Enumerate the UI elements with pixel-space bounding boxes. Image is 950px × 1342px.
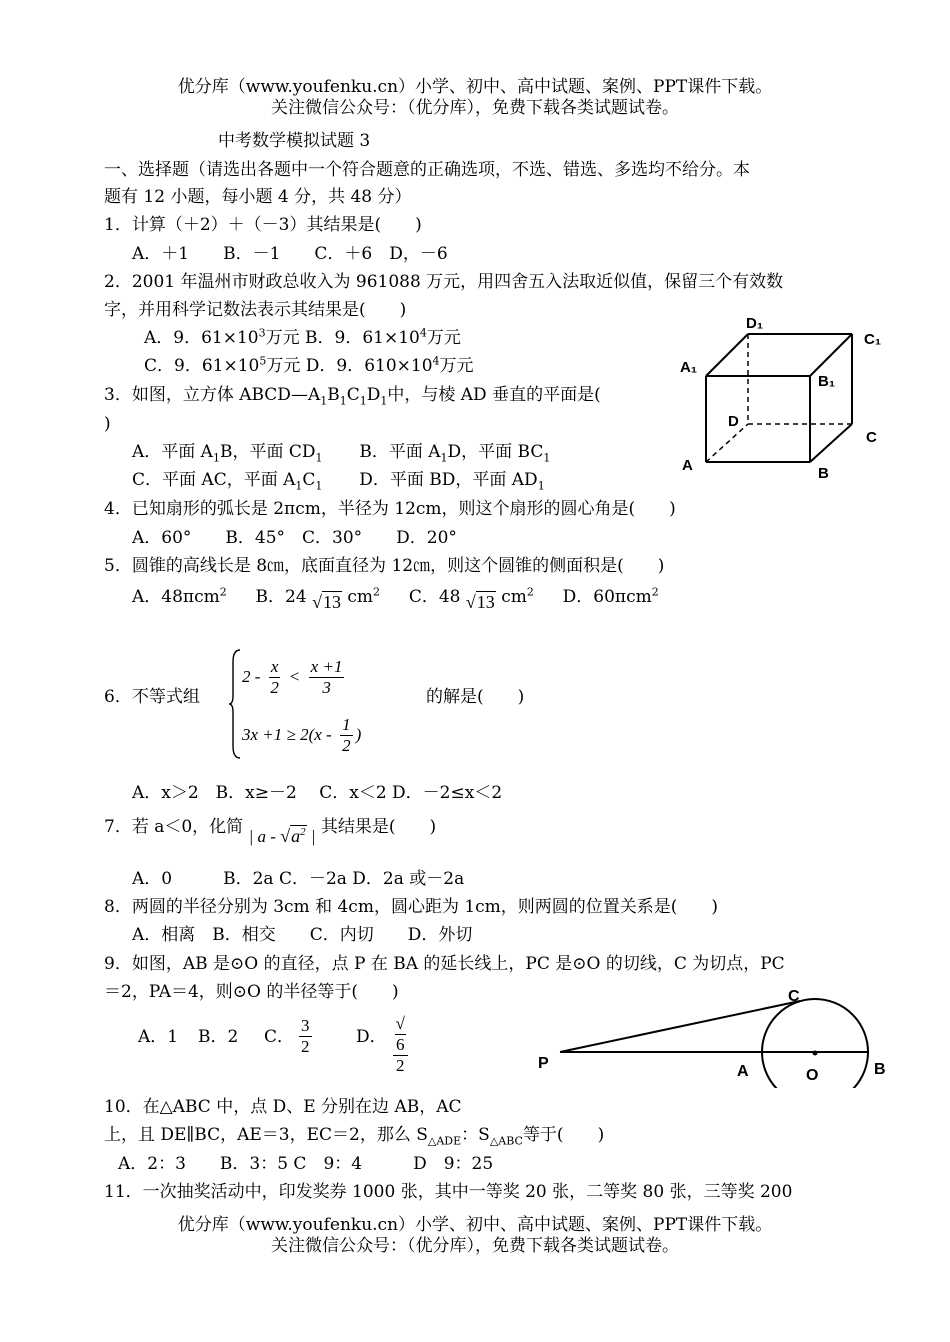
q3-stem-part: B [327,385,340,405]
q3-stem-suffix: 中，与棱 AD 垂直的平面是( [387,385,601,405]
q3-option-b-rest: D，平面 BC [447,442,544,462]
question-5-stem: 5．圆锥的高线长是 8㎝，底面直径为 12㎝，则这个圆锥的侧面积是( ) [104,556,665,576]
q2-unit-c: 万元 [266,356,301,376]
q3-option-c: C．平面 AC，平面 A [132,470,296,490]
left-brace-icon [228,648,242,760]
cube-label-c: C [866,429,877,446]
ineq1-frac-2 [309,657,345,698]
q3-sub: 1 [359,394,367,408]
q2-option-b: B．9．61×10 [305,328,420,348]
q5-square: 2 [651,585,659,599]
frac-den: 2 [301,1037,310,1056]
cube-label-b: B [818,465,829,482]
frac-num: x +1 [310,657,343,676]
sqrt-13-b: √13 [312,592,341,612]
q7-expr: a - [257,827,276,846]
q5-option-b: B．24 [255,587,307,607]
sqrt-a-squared: $√a^2$ [280,826,306,846]
q3-sub: 1 [315,451,323,465]
q2-option-a: A．9．61×10 [144,328,259,348]
cube-label-d: D [728,413,739,430]
q9-option-a: A．1 [138,1027,179,1047]
q3-sub: 1 [315,479,323,493]
page-title: 中考数学模拟试题 3 [218,131,371,151]
question-3-options-cd [132,469,545,491]
inequality-2 [242,712,361,758]
question-8-stem: 8．两圆的半径分别为 3cm 和 4cm，圆心距为 1cm，则两圆的位置关系是( ) [104,897,719,917]
q7-abs-expression: | a - $√a^2$ | [248,826,316,846]
frac-num [393,1014,408,1056]
frac-den: 2 [270,678,279,697]
question-4-options: A．60° B．45° C．30° D．20° [132,528,457,548]
q3-sub: 1 [212,451,220,465]
q5-square: 2 [373,585,381,599]
circle-label-a: A [737,1063,749,1080]
frac-den: 3 [322,678,331,697]
frac-num: x [270,657,279,676]
q5-option-c: C．48 [408,587,461,607]
question-7-options: A．0 B．2a C．－2a D．2a 或－2a [132,869,465,889]
q3-sub: 1 [543,451,551,465]
q3-sub: 1 [320,394,328,408]
section-instructions-2: 题有 12 小题，每小题 4 分，共 48 分） [104,187,412,207]
ineq1-frac-1 [269,657,281,698]
q5-radicand: 13 [476,592,495,612]
question-5-options [132,586,659,613]
q9-option-d-frac [390,1014,411,1076]
question-7-stem [104,815,437,846]
question-2-stem-1: 2．2001 年温州市财政总收入为 961088 万元，用四舍五入法取近似值，保留三个有效数 [104,272,784,292]
q3-option-a: A．平面 A [132,442,213,462]
cube-label-d1: D₁ [746,315,764,332]
ineq2-left: 3x +1 ≥ 2(x - [242,725,332,744]
ineq1-relation: < [288,667,301,686]
q3-stem-part: C [346,385,360,405]
q7-suffix: 其结果是( ) [320,817,437,837]
question-2-options-cd [144,355,474,377]
q2-exp-b: 4 [419,326,427,340]
question-3-stem [104,384,601,406]
q5-option-d: D．60πcm [562,587,652,607]
q2-unit-d: 万元 [439,356,474,376]
cube-label-a: A [682,457,693,474]
q2-exp-a: 3 [258,326,266,340]
question-9-stem-2: ＝2，PA＝4，则⊙O 的半径等于( ) [104,982,399,1002]
ineq2-frac [340,715,353,756]
q9-radicand: 6 [396,1035,405,1054]
footer-line-2: 关注微信公众号：（优分库），免费下载各类试题试卷。 [271,1236,679,1256]
q2-exp-c: 5 [259,354,267,368]
question-10-stem-1: 10．在△ABC 中，点 D、E 分别在边 AB，AC [104,1097,462,1117]
q3-sub: 1 [537,479,545,493]
question-3-stem-close: ) [104,414,111,434]
sqrt-6: √ 6 [395,1014,405,1054]
footer-line-1: 优分库（www.youfenku.cn）小学、初中、高中试题、案例、PPT课件下载。 [177,1215,773,1235]
q10-part-1: 上，且 DE∥BC，AE＝3，EC＝2，那么 S [104,1125,428,1145]
question-11-stem: 11．一次抽奖活动中，印发奖券 1000 张，其中一等奖 20 张，二等奖 80 张，三等奖 200 [104,1182,793,1202]
q3-stem-prefix: 3．如图，立方体 ABCD—A [104,385,321,405]
q2-unit-a: 万元 [265,328,300,348]
q9-option-c: C． [264,1027,295,1047]
q7-prefix: 7．若 a＜0，化简 [104,817,244,837]
question-2-stem-2: 字，并用科学记数法表示其结果是( ) [104,300,407,320]
question-2-options-ab [144,327,461,349]
question-6-suffix: 的解是( ) [426,687,525,707]
q7-radicand: a [291,826,301,846]
section-instructions-1: 一、选择题（请选出各题中一个符合题意的正确选项，不选、错选、多选均不给分。本 [104,160,750,180]
q10-sub-abc: △ABC [489,1134,523,1148]
ineq1-left: 2 - [242,667,261,686]
frac-3-2 [299,1016,312,1057]
q3-option-b: B．平面 A [359,442,441,462]
q3-sub: 1 [440,451,448,465]
cube-label-a1: A₁ [680,359,698,376]
q10-sub-ade: △ADE [427,1134,462,1148]
cube-label-c1: C₁ [864,331,882,348]
q9-option-d: D． [356,1027,387,1047]
circle-label-p: P [538,1055,549,1072]
frac-num: 1 [342,715,351,734]
q3-option-a-rest: B，平面 CD [219,442,316,462]
q5-radicand: 13 [322,592,341,612]
q2-unit-b: 万元 [426,328,461,348]
circle-label-b: B [874,1061,886,1078]
q5-unit: cm [347,587,374,607]
circle-label-o: O [806,1067,819,1084]
frac-sqrt6-2 [393,1014,408,1076]
q10-part-2: ：S [461,1125,490,1145]
q5-square: 2 [526,585,534,599]
header-line-2: 关注微信公众号：（优分库），免费下载各类试题试卷。 [271,98,679,118]
header-line-1: 优分库（www.youfenku.cn）小学、初中、高中试题、案例、PPT课件下载。 [177,77,773,97]
inequality-1 [242,654,347,700]
q3-stem-part: D [366,385,381,405]
question-1-options: A．＋1 B．－1 C．＋6 D，－6 [132,244,448,264]
q5-option-a: A．48πcm [132,587,220,607]
question-1-stem: 1．计算（＋2）＋（－3）其结果是( ) [104,215,422,235]
sqrt-13-c: √13 [465,592,495,612]
q2-exp-d: 4 [432,354,440,368]
question-9-stem-1: 9．如图，AB 是⊙O 的直径，点 P 在 BA 的延长线上，PC 是⊙O 的切线，C 为切点，PC [104,954,785,974]
q5-unit: cm [501,587,527,607]
question-8-options: A．相离 B．相交 C．内切 D．外切 [132,925,473,945]
cube-label-b1: B₁ [818,373,836,390]
ineq2-close: ) [355,725,362,744]
question-6-prefix: 6．不等式组 [104,687,200,707]
q5-square: 2 [219,585,227,599]
question-4-stem: 4．已知扇形的弧长是 2πcm，半径为 12cm，则这个扇形的圆心角是( ) [104,499,676,519]
circle-figure [530,976,900,1088]
q3-option-d: D．平面 BD，平面 AD [359,470,538,490]
q3-sub: 1 [339,394,347,408]
cube-figure [676,312,896,484]
q2-option-d: D．9．610×10 [305,356,433,376]
q9-option-b: B．2 [198,1027,239,1047]
q10-part-3: 等于( ) [522,1125,605,1145]
question-3-options-ab [132,441,550,463]
question-10-options: A．2：3 B．3：5 C 9：4 D 9：25 [118,1154,494,1174]
q3-option-c-rest: C [302,470,316,490]
circle-label-c: C [788,988,800,1005]
q7-exp: 2 [300,826,306,838]
q3-sub: 1 [380,394,388,408]
frac-den: 2 [396,1056,405,1075]
q2-option-c: C．9．61×10 [144,356,260,376]
frac-den: 2 [342,736,351,755]
question-10-stem-2 [104,1124,604,1146]
frac-num: 3 [301,1016,310,1035]
question-6-options: A．x＞2 B．x≥－2 C．x＜2 D．－2≤x＜2 [132,783,503,803]
q3-sub: 1 [295,479,303,493]
q9-option-c-frac [296,1016,315,1057]
